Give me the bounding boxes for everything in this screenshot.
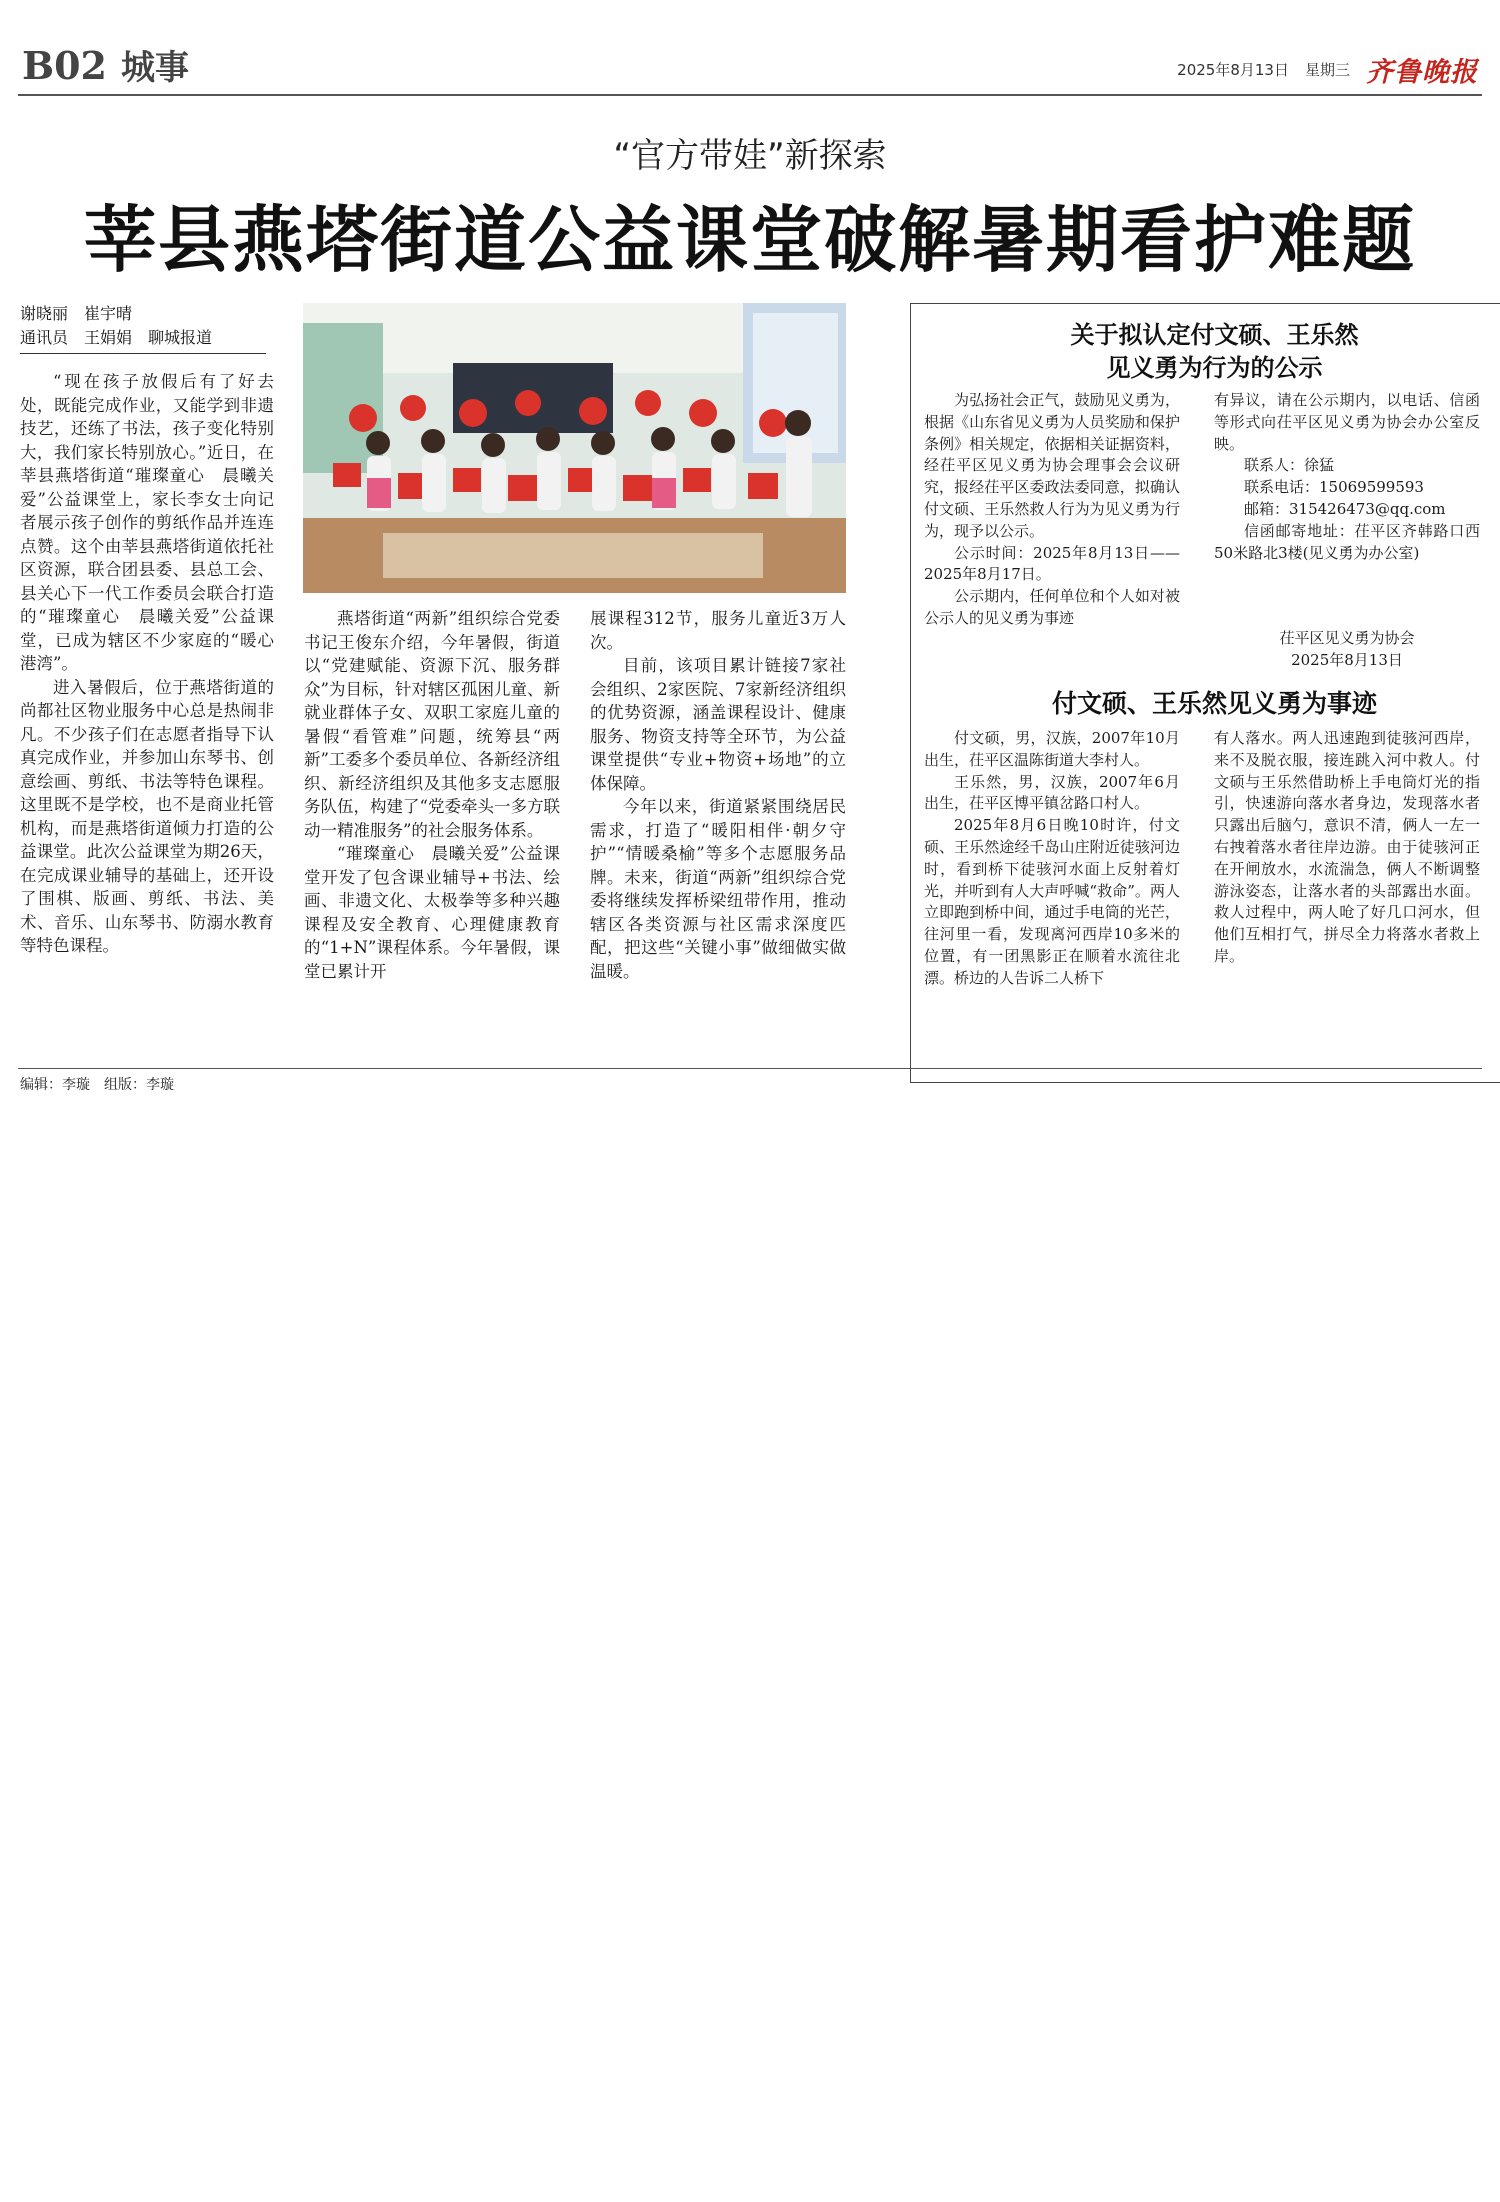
paragraph: “璀璨童心 晨曦关爱”公益课堂开发了包含课业辅导+书法、绘画、非遗文化、太极拳等多种兴趣课程及安全教育、心理健康教育的“1+N”课程体系。今年暑假，课堂已累计开 xyxy=(304,844,560,981)
byline-reporters: 谢晓丽 崔宇晴 xyxy=(20,304,133,323)
masthead-info xyxy=(1177,50,1478,89)
article-photo xyxy=(303,303,846,593)
footer-divider xyxy=(18,1068,1482,1069)
byline-correspondent: 通讯员 王娟娟 聊城报道 xyxy=(20,328,213,347)
notice-title-line-1: 关于拟认定付文硕、王乐然 xyxy=(1070,320,1359,349)
children-paper-cutting-photo xyxy=(303,303,846,593)
signer-org: 茌平区见义勇为协会 xyxy=(1279,629,1415,647)
article-kicker: “官方带娃”新探索 xyxy=(613,136,887,176)
paragraph: 今年以来，街道紧紧围绕居民需求，打造了“暖阳相伴·朝夕守护”“情暖桑榆”等多个志愿服务品牌。未来，街道“两新”组织综合党委将继续发挥桥梁纽带作用，推动辖区各类资源与社区需求深度匹配，把这些“关键小事”做细做实做温暖。 xyxy=(590,797,846,981)
paragraph: “现在孩子放假后有了好去处，既能完成作业，又能学到非遗技艺，还练了书法，孩子变化特别大，我们家长特别放心。”近日，在莘县燕塔街道“璀璨童心 晨曦关爱”公益课堂上，家长李女士向记者展示孩子创作的剪纸作品并连连点赞。这个由莘县燕塔街道依托社区资源，联合团县委、县总工会、县关心下一代工作委员会联合打造的“璀璨童心 晨曦关爱”公益课堂，已成为辖区不少家庭的“暖心港湾”。 xyxy=(20,372,274,673)
header-divider xyxy=(18,94,1482,96)
paragraph: 有异议，请在公示期内，以电话、信函等形式向茌平区见义勇为协会办公室反映。 xyxy=(1214,391,1480,453)
paragraph: 燕塔街道“两新”组织综合党委书记王俊东介绍，今年暑假，街道以“党建赋能、资源下沉、服务群众”为目标，针对辖区孤困儿童、新就业群体子女、双职工家庭儿童的暑假“看管难”问题，统筹县“两新”工委多个委员单位、各新经济组织、新经济组织及其他多支志愿服务队伍，构建了“党委牵头一多方联动一精准服务”的社会服务体系。 xyxy=(304,609,560,840)
paragraph: 进入暑假后，位于燕塔街道的尚都社区物业服务中心总是热闹非凡。不少孩子们在志愿者指导下认真完成作业，并参加山东琴书、创意绘画、剪纸、书法等特色课程。这里既不是学校，也不是商业托管机构，而是燕塔街道倾力打造的公益课堂。此次公益课堂为期26天，在完成课业辅导的基础上，还开设了围棋、版画、剪纸、书法、美术、音乐、山东琴书、防溺水教育等特色课程。 xyxy=(20,677,274,955)
byline xyxy=(20,302,266,350)
byline-divider xyxy=(20,353,266,354)
article-column-2 xyxy=(304,607,560,983)
article-column-3 xyxy=(590,607,846,983)
paragraph: 展课程312节，服务儿童近3万人次。 xyxy=(590,609,846,652)
deeds-column-2 xyxy=(1214,728,1480,968)
paragraph: 付文硕，男，汉族，2007年10月出生，茌平区温陈街道大李村人。 xyxy=(924,729,1180,769)
signer-date: 2025年8月13日 xyxy=(1291,651,1403,669)
notice-title-line-2: 见义勇为行为的公示 xyxy=(1106,353,1323,382)
notice-column-1 xyxy=(924,390,1180,630)
issue-date: 2025年8月13日 xyxy=(1177,61,1289,79)
contact-phone: 联系电话：15069599593 xyxy=(1244,478,1424,497)
paragraph: 为弘扬社会正气，鼓励见义勇为，根据《山东省见义勇为人员奖励和保护条例》相关规定，依据相关证据资料，经茌平区见义勇为协会理事会会议研究，报经茌平区委政法委同意，拟确认付文硕、王乐然救人行为为见义勇为行为，现予以公示。 xyxy=(924,391,1180,540)
notice-column-2 xyxy=(1214,390,1480,564)
contact-person: 联系人：徐猛 xyxy=(1244,456,1335,475)
paper-logo: 齐鲁晚报 xyxy=(1366,57,1478,88)
contact-email: 邮箱：315426473@qq.com xyxy=(1244,499,1446,518)
article-column-1 xyxy=(20,370,274,958)
paragraph: 有人落水。两人迅速跑到徒骇河西岸，来不及脱衣服，接连跳入河中救人。付文硕与王乐然借助桥上手电筒灯光的指引，快速游向落水者身边，发现落水者只露出后脑勺，意识不清，俩人一左一右拽着落水者往岸边游。由于徒骇河正在开闸放水，水流湍急，俩人不断调整游泳姿态，让落水者的头部露出水面。救人过程中，两人呛了好几口河水，但他们互相打气，拼尽全力将落水者救上岸。 xyxy=(1214,729,1480,965)
section-name: 城事 xyxy=(121,48,189,88)
paragraph: 王乐然，男，汉族，2007年6月出生，茌平区博平镇岔路口村人。 xyxy=(924,772,1180,813)
editor-credits: 编辑：李璇 组版：李璇 xyxy=(20,1077,174,1093)
deeds-column-1 xyxy=(924,728,1180,990)
notice-title xyxy=(910,318,1500,384)
article-headline: 莘县燕塔街道公益课堂破解暑期看护难题 xyxy=(83,197,1416,282)
section-header xyxy=(22,40,189,88)
notice-signature xyxy=(1214,627,1480,671)
paragraph: 目前，该项目累计链接7家社会组织、2家医院、7家新经济组织的优势资源，涵盖课程设计、健康服务、物资支持等全环节，为公益课堂提供“专业+物资+场地”的立体保障。 xyxy=(590,656,846,793)
mailing-address: 信函邮寄地址：茌平区齐韩路口西50米路北3楼(见义勇为办公室) xyxy=(1214,521,1480,562)
section-code: B02 xyxy=(22,43,107,88)
paragraph: 公示时间：2025年8月13日——2025年8月17日。 xyxy=(924,543,1180,584)
paragraph: 2025年8月6日晚10时许，付文硕、王乐然途经千岛山庄附近徒骇河边时，看到桥下徒骇河水面上反射着灯光，并听到有人大声呼喊“救命”。两人立即跑到桥中间，通过手电筒的光芒，往河里一看，发现离河西岸10多米的位置，有一团黑影正在顺着水流往北漂。桥边的人告诉二人桥下 xyxy=(924,816,1180,987)
paragraph: 公示期内，任何单位和个人如对被公示人的见义勇为事迹 xyxy=(924,587,1180,627)
deeds-title: 付文硕、王乐然见义勇为事迹 xyxy=(1051,689,1377,718)
issue-weekday: 星期三 xyxy=(1304,61,1350,79)
